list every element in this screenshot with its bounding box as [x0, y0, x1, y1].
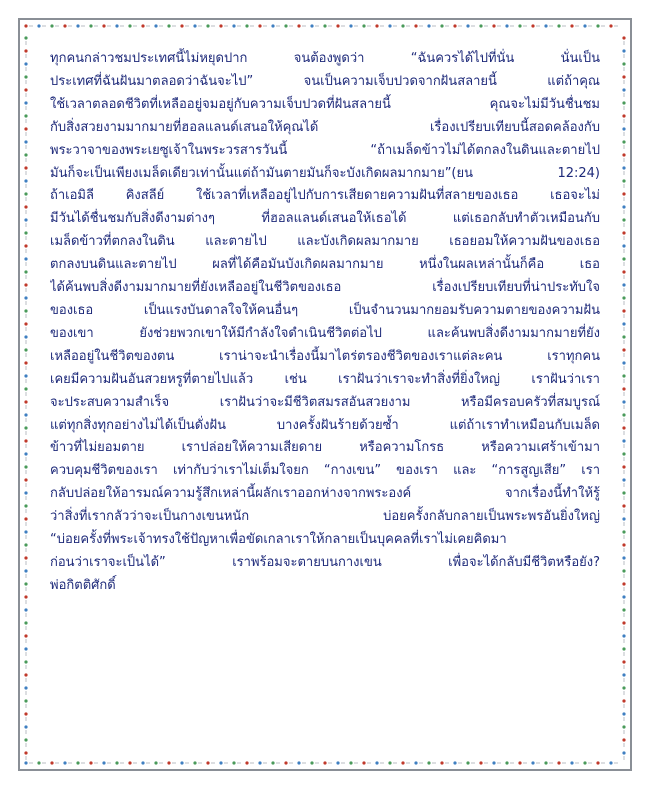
border-dot	[622, 218, 625, 221]
border-dot	[622, 569, 625, 572]
border-dot	[492, 761, 495, 764]
border-dot	[297, 24, 300, 27]
border-dot	[193, 24, 196, 27]
text-line: ของเธอ เป็นแรงบันดาลใจให้คนอื่นๆ เป็นจำนวนมากยอมรับความตายของความฝัน	[50, 302, 600, 318]
border-dot	[24, 543, 27, 546]
border-dot	[24, 244, 27, 247]
border-dot	[323, 761, 326, 764]
border-dot	[622, 452, 625, 455]
border-dot	[622, 36, 625, 39]
border-dot	[583, 761, 586, 764]
text-line: ควบคุมชีวิตของเรา เท่ากับว่าเราไม่เต็มใจยก “กางเขน” ของเรา และ “การสูญเสีย” เรา	[50, 463, 600, 479]
text-line: ทุกคนกล่าวชมประเทศนี้ไม่หยุดปาก จนต้องพูดว่า “ฉันควรได้ไปที่นั่น นั่นเป็น	[50, 51, 600, 66]
border-dot	[427, 761, 430, 764]
border-dot	[24, 621, 27, 624]
border-dot	[622, 179, 625, 182]
border-dot	[414, 761, 417, 764]
border-dot	[50, 761, 53, 764]
border-dot	[24, 491, 27, 494]
border-dot	[375, 761, 378, 764]
border-dot	[622, 166, 625, 169]
border-dot	[24, 569, 27, 572]
border-dot	[24, 88, 27, 91]
border-dot	[622, 49, 625, 52]
border-dot	[544, 761, 547, 764]
border-dot	[622, 751, 625, 754]
border-dot	[622, 335, 625, 338]
border-dot	[24, 738, 27, 741]
border-dot	[206, 24, 209, 27]
border-dot	[232, 761, 235, 764]
border-dot	[24, 75, 27, 78]
text-line: ประเทศที่ฉันฝันมาตลอดว่าฉันจะไป” จนเป็นความเจ็บปวดจากฝันสลายนี้ แต่ถ้าคุณ	[50, 73, 600, 89]
text-line: กลับปล่อยให้อารมณ์ความรู้สึกเหล่านี้ผลักเราออกห่างจากพระองค์ จากเรื่องนี้ทำให้รู้	[50, 486, 600, 502]
border-dot	[453, 24, 456, 27]
border-dot	[375, 24, 378, 27]
border-dot	[583, 24, 586, 27]
border-dot	[24, 439, 27, 442]
border-dot	[102, 761, 105, 764]
border-dot	[24, 556, 27, 559]
border-dot	[622, 712, 625, 715]
border-dot	[622, 322, 625, 325]
border-dot	[115, 761, 118, 764]
border-dot	[24, 140, 27, 143]
border-dot	[323, 24, 326, 27]
text-line: แต่ทุกสิ่งทุกอย่างไม่ได้เป็นดั่งฝัน บางครั้งฝันร้ายด้วยซ้ำ แต่ถ้าเราทำเหมือนกับเมล็ด	[50, 417, 600, 433]
border-dot	[622, 439, 625, 442]
border-dot	[622, 699, 625, 702]
border-dot	[622, 582, 625, 585]
border-dot	[102, 24, 105, 27]
border-dot	[570, 761, 573, 764]
text-line: ตกลงบนดินและตายไป ผลที่ได้คือมันบังเกิดผลมากมาย หนึ่งในผลเหล่านั้นก็คือ เธอ	[50, 257, 600, 273]
border-dot	[622, 296, 625, 299]
border-dot	[518, 24, 521, 27]
border-dot	[622, 309, 625, 312]
border-dot	[37, 24, 40, 27]
article-body	[50, 48, 600, 598]
border-dot	[622, 153, 625, 156]
border-dot	[24, 647, 27, 650]
border-dot	[622, 374, 625, 377]
border-dot	[622, 127, 625, 130]
border-dot	[24, 413, 27, 416]
text-line: เมล็ดข้าวที่ตกลงในดิน และตายไป และบังเกิดผลมากมาย เธอยอมให้ความฝันของเธอ	[50, 234, 600, 250]
border-dot	[596, 761, 599, 764]
border-dot	[24, 309, 27, 312]
border-dot	[622, 517, 625, 520]
text-line: ใช้เวลาตลอดชีวิตที่เหลืออยู่จมอยู่กับความเจ็บปวดที่ฝันสลายนี้ คุณจะไม่มีวันชื่นชม	[50, 96, 600, 112]
border-dot	[531, 24, 534, 27]
border-dot	[167, 24, 170, 27]
border-dot	[622, 361, 625, 364]
border-dot	[258, 24, 261, 27]
border-dot	[622, 413, 625, 416]
border-dot	[466, 24, 469, 27]
border-dot	[24, 270, 27, 273]
border-dot	[24, 283, 27, 286]
decorative-frame	[18, 18, 632, 771]
text-line: “บ่อยครั้งที่พระเจ้าทรงใช้ปัญหาเพื่อขัดเกลาเราให้กลายเป็นบุคคลที่เราไม่เคยคิดมา	[50, 532, 507, 548]
border-dot	[401, 24, 404, 27]
text-line: พระวาจาของพระเยซูเจ้าในพระวรสารวันนี้ “ถ้าเมล็ดข้าวไม่ได้ตกลงในดินและตายไป	[50, 142, 600, 158]
border-dot	[24, 205, 27, 208]
border-dot	[24, 374, 27, 377]
border-dot	[24, 660, 27, 663]
border-dot	[258, 761, 261, 764]
border-dot	[24, 517, 27, 520]
border-dot	[24, 296, 27, 299]
border-dot	[24, 452, 27, 455]
border-dot	[24, 127, 27, 130]
border-dot	[24, 62, 27, 65]
border-dot	[622, 478, 625, 481]
border-dot	[193, 761, 196, 764]
border-dot	[440, 24, 443, 27]
border-dot	[622, 595, 625, 598]
border-dot	[24, 530, 27, 533]
border-dot	[24, 595, 27, 598]
border-dot	[141, 24, 144, 27]
border-dot	[622, 543, 625, 546]
text-line: ก่อนว่าเราจะเป็นได้” เราพร้อมจะตายบนกางเขน เพื่อจะได้กลับมีชีวิตหรือยัง?	[50, 554, 600, 570]
border-dot	[219, 24, 222, 27]
text-line: ข้าวที่ไม่ยอมตาย เราปล่อยให้ความเสียดาย หรือความโกรธ หรือความเศร้าเข้ามา	[50, 440, 600, 456]
border-dot	[349, 24, 352, 27]
border-dot	[414, 24, 417, 27]
border-dot	[622, 491, 625, 494]
border-dot	[89, 24, 92, 27]
border-dot	[622, 465, 625, 468]
border-dot	[154, 761, 157, 764]
border-dot	[622, 504, 625, 507]
border-dot	[24, 361, 27, 364]
border-dot	[388, 24, 391, 27]
border-dot	[297, 761, 300, 764]
border-dot	[466, 761, 469, 764]
border-dot	[24, 634, 27, 637]
border-dot	[24, 335, 27, 338]
border-dot	[622, 556, 625, 559]
border-dot	[557, 24, 560, 27]
text-line: ถ้าเอมิลี คิงสลีย์ ใช้เวลาที่เหลืออยู่ไปกับการเสียดายความฝันที่สลายของเธอ เธอจะไม่	[50, 188, 600, 204]
border-dot	[622, 114, 625, 117]
border-dot	[609, 24, 612, 27]
border-dot	[180, 24, 183, 27]
text-line: มีวันได้ชื่นชมกับสิ่งดีงามต่างๆ ที่ฮอลแลนด์เสนอให้เธอได้ แต่เธอกลับทำตัวเหมือนกับ	[50, 211, 600, 227]
border-dot	[206, 761, 209, 764]
text-line: มันก็จะเป็นเพียงเมล็ดเดียวเท่านั้นแต่ถ้ามันตายมันก็จะบังเกิดผลมากมาย”(ยน 12:24)	[50, 165, 600, 181]
border-dot	[362, 761, 365, 764]
border-dot	[622, 270, 625, 273]
border-dot	[622, 725, 625, 728]
border-dot	[271, 761, 274, 764]
border-dot	[388, 761, 391, 764]
border-dot	[622, 62, 625, 65]
border-dot	[622, 101, 625, 104]
border-dot	[24, 686, 27, 689]
border-dot	[622, 283, 625, 286]
border-dot	[622, 231, 625, 234]
border-dot	[232, 24, 235, 27]
border-dot	[37, 761, 40, 764]
border-dot	[336, 761, 339, 764]
border-dot	[284, 761, 287, 764]
border-dot	[440, 761, 443, 764]
border-dot	[63, 761, 66, 764]
border-dot	[24, 257, 27, 260]
border-dot	[401, 761, 404, 764]
border-dot	[24, 478, 27, 481]
border-dot	[24, 348, 27, 351]
border-dot	[622, 673, 625, 676]
border-dot	[570, 24, 573, 27]
text-line: เหลืออยู่ในชีวิตของตน เราน่าจะนำเรื่องนี้มาไตร่ตรองชีวิตของเราแต่ละคน เราทุกคน	[50, 348, 600, 364]
border-dot	[336, 24, 339, 27]
border-dot	[24, 761, 27, 764]
border-dot	[128, 761, 131, 764]
border-dot	[622, 257, 625, 260]
text-line: ของเขา ยังช่วยพวกเขาให้มีกำลังใจดำเนินชีวิตต่อไป และค้นพบสิ่งดีงามมากมายที่ยัง	[50, 325, 600, 341]
border-dot	[622, 88, 625, 91]
border-dot	[24, 179, 27, 182]
border-dot	[492, 24, 495, 27]
border-dot	[622, 192, 625, 195]
border-dot	[245, 761, 248, 764]
border-dot	[453, 761, 456, 764]
border-dot	[141, 761, 144, 764]
border-dot	[622, 634, 625, 637]
border-dot	[24, 712, 27, 715]
border-dot	[24, 153, 27, 156]
border-dot	[180, 761, 183, 764]
border-dot	[76, 24, 79, 27]
border-dot	[24, 24, 27, 27]
border-dot	[622, 140, 625, 143]
border-dot	[154, 24, 157, 27]
border-dot	[24, 387, 27, 390]
border-dot	[24, 166, 27, 169]
text-line: เคยมีความฝันอันสวยหรูที่ตายไปแล้ว เช่น เราฝันว่าเราจะทำสิ่งที่ยิ่งใหญ่ เราฝันว่าเรา	[50, 371, 600, 387]
border-dot	[557, 761, 560, 764]
border-dot	[622, 608, 625, 611]
border-dot	[284, 24, 287, 27]
border-dot	[622, 75, 625, 78]
border-dot	[596, 24, 599, 27]
border-dot	[622, 530, 625, 533]
border-dot	[24, 725, 27, 728]
border-dot	[271, 24, 274, 27]
border-dot	[622, 205, 625, 208]
border-dot	[24, 192, 27, 195]
border-dot	[89, 761, 92, 764]
border-dot	[24, 114, 27, 117]
text-line: ว่าสิ่งที่เรากลัวว่าจะเป็นกางเขนหนัก บ่อยครั้งกลับกลายเป็นพระพรอันยิ่งใหญ่	[50, 509, 600, 525]
border-dot	[24, 699, 27, 702]
border-dot	[24, 608, 27, 611]
border-dot	[115, 24, 118, 27]
border-dot	[622, 387, 625, 390]
border-dot	[24, 101, 27, 104]
border-dot	[24, 673, 27, 676]
border-dot	[245, 24, 248, 27]
border-dot	[24, 751, 27, 754]
border-dot	[349, 761, 352, 764]
border-dot	[479, 761, 482, 764]
border-dot	[622, 647, 625, 650]
border-dot	[518, 761, 521, 764]
border-dot	[219, 761, 222, 764]
border-dot	[622, 400, 625, 403]
border-dot	[622, 348, 625, 351]
border-dot	[479, 24, 482, 27]
border-dot	[24, 322, 27, 325]
border-dot	[622, 738, 625, 741]
border-dot	[622, 621, 625, 624]
border-dot	[310, 761, 313, 764]
border-dot	[505, 761, 508, 764]
border-dot	[24, 582, 27, 585]
border-dot	[622, 244, 625, 247]
border-dot	[310, 24, 313, 27]
border-dot	[24, 231, 27, 234]
border-dot	[50, 24, 53, 27]
border-dot	[544, 24, 547, 27]
border-dot	[24, 426, 27, 429]
border-dot	[24, 49, 27, 52]
border-dot	[128, 24, 131, 27]
border-dot	[622, 686, 625, 689]
border-dot	[622, 660, 625, 663]
border-dot	[24, 465, 27, 468]
text-line: ได้ค้นพบสิ่งดีงามมากมายที่ยังเหลืออยู่ในชีวิตของเธอ เรื่องเปรียบเทียบที่น่าประทับใจ	[50, 280, 600, 296]
border-dot	[167, 761, 170, 764]
border-dot	[531, 761, 534, 764]
border-dot	[505, 24, 508, 27]
border-dot	[24, 36, 27, 39]
border-dot	[362, 24, 365, 27]
border-dot	[622, 426, 625, 429]
border-dot	[24, 400, 27, 403]
border-dot	[427, 24, 430, 27]
border-dot	[63, 24, 66, 27]
border-dot	[76, 761, 79, 764]
text-line: จะประสบความสำเร็จ เราฝันว่าจะมีชีวิตสมรสอันสวยงาม หรือมีครอบครัวที่สมบูรณ์	[50, 394, 600, 410]
signature-line: พ่อกิตติศักดิ์	[50, 577, 116, 593]
text-line: กับสิ่งสวยงามมากมายที่ฮอลแลนด์เสนอให้คุณได้ เรื่องเปรียบเทียบนี้สอดคล้องกับ	[50, 119, 600, 135]
border-dot	[24, 218, 27, 221]
border-dot	[24, 504, 27, 507]
border-dot	[609, 761, 612, 764]
